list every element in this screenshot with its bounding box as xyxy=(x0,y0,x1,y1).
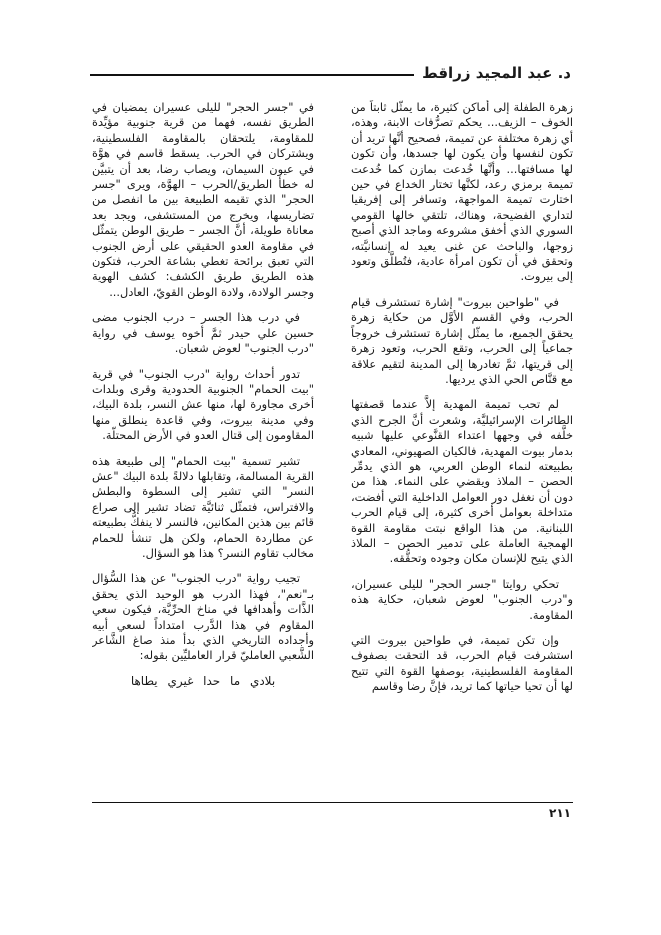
author-name: د. عبد المجيد زراقط xyxy=(422,64,571,82)
paragraph: في "طواحين بيروت" إشارة تستشرف قيام الحرب، وفي القسم الأوَّل من حكاية زهرة يحقق الجميع، ما يمثّل إشارة تستشرف خروجاً جماعياً إلى الحرب، وتقع الحرب، وتعود زهرة إلى قريتها، ثمَّ تغادرها إلى المدينة لتقيم علاقة مع قنَّاص الحي الذي يرديها. xyxy=(351,294,573,386)
header-rule xyxy=(90,74,414,76)
paragraph: في درب هذا الجسر – درب الجنوب مضى حسين علي حيدر ثمَّ أخوه يوسف في رواية "درب الجنوب" لعوض شعبان. xyxy=(92,310,314,356)
right-column xyxy=(351,100,573,790)
paragraph: وإن تكن تميمة، في طواحين بيروت التي استشرفت قيام الحرب، قد التحقت بصفوف المقاومة الفلسطينية، بوصفها القوة التي تتيح لها أن تحيا حياتها كما تريد، فإنَّ رضا وقاسم xyxy=(351,633,573,694)
paragraph: لم تحب تميمة المهدية إلاَّ عندما قصفتها الطائرات الإسرائيليَّة، وشعرت أنَّ الجرح الذي خلَّفه في وجهها اعتداء القنَّوعي عليها شبيه بدمار بيوت المهدية، فالكيان الصهيوني، المعادي بطبيعته لنماء الوطن العربي، هو الذي يدمِّر الحصن – الملاذ ويقضي على النماء. هذا من دون أن نغفل دور العوامل الداخلية التي أفضت، متداخلة بعوامل أخرى كثيرة، إلى قيام الحرب اللبنانية. من هذا الواقع نبتت مقاومة القوة الهمجية العاملة على تدمير الحصن – الملاذ الذي يتيح للإنسان مكان وجوده وتحقُّقه. xyxy=(351,397,573,566)
running-header xyxy=(90,58,571,88)
paragraph: تدور أحداث رواية "درب الجنوب" في قرية "بيت الحمام" الجنوبية الحدودية وقرى وبلدات أخرى مجاورة لها، منها عش النسر، بلدة البيك، وفي مدينة بيروت، وفي قاعدة ينطلق منها المقاومون إلى قتال العدو في الأرض المحتلّة. xyxy=(92,366,314,443)
paragraph: زهرة الطفلة إلى أماكن كثيرة، ما يمثّل ثابتاً من الخوف – الزيف... يحكم تصرُّفات الابنة، وهذه، أي زهرة مختلفة عن تميمة، فصحيح أنَّها تريد أن تكون لنفسها وأن يكون لها جسدها، وأن تكون لها مسافتها... وأنَّها خُدعت بمازن كما خُدعت تميمة برمزي رعد، لكنَّها تختار الخداع في حين اختارت تميمة المواجهة، وتسافر إلى إفريقيا لتداري الفضيحة، وهناك، تلتقي خالها القومي السوري الذي أخفق مشروعه وماجد الذي أصبح زوجها، والباحث عن غنى يعيد له إنسانيَّته، وتحقق في أن تكون امرأة عادية، فتُطلَّق وتعود إلى بيروت. xyxy=(351,100,573,284)
page-number: ٢١١ xyxy=(549,806,571,820)
paragraph: تجيب رواية "درب الجنوب" عن هذا السُّؤال بـ"نعم"، فهذا الدرب هو الوحيد الذي يحقق الذَّات وأهدافها في مناخ الحرِّيَّة، فيكون سعي المقاوم في هذا الدَّرب امتداداً لسعي أبيه وأجداده التاريخي الذي بدأ منذ صاغ الشَّاعر الشَّعبي العامليّ قرار العامليِّين بقوله: xyxy=(92,571,314,663)
poetry-verse: بلادي ما حدا غيري يطاها xyxy=(130,673,276,688)
text-columns xyxy=(92,100,573,790)
left-column xyxy=(92,100,314,790)
footer-rule xyxy=(92,802,573,803)
paragraph: تشير تسمية "بيت الحمام" إلى طبيعة هذه القرية المسالمة، وتقابلها دلالةً بلدة البيك "عش النسر" التي تشير إلى السطوة والبطش والافتراس، فتمثّل ثنائيَّة تضاد تشير إلى صراع قائم بين هذين المكانين، فالنسر لا ينفكُّ بطبيعته عن مطاردة الحمام، ولكن هل تنشأ للحمام مخالب تقاوم النسر؟ هذا هو السؤال. xyxy=(92,453,314,560)
paragraph: تحكي روايتا "جسر الحجر" لليلى عسيران، و"درب الجنوب" لعوض شعبان، حكاية هذه المقاومة. xyxy=(351,576,573,622)
paragraph: في "جسر الحجر" لليلى عسيران يمضيان في الطريق نفسه، فهما من قرية جنوبية مؤيِّدة للمقاومة، يلتحقان بالمقاومة الفلسطينية، ويشتركان في الحرب. يسقط قاسم في هوَّة في عيون السيمان، ويصاب رضا، بعد أن يتبيَّن له خطأ الطريق/الحرب – الهوَّة، ويرى "جسر الحجر" الذي تقيمه الطبيعة بين ما انفصل من تضاريسها، ويخرج من المستشفى، ويجد بعد معاناة طويلة، أنَّ الجسر – طريق الوطن يتمثّل في مقاومة العدو الحقيقي على أرض الجنوب التي تعبق برائحة تغطي بشاعة الحرب، فتكون هذه الطريق طريق الكشف: كشف الهوية وجسر الولادة، ولادة الوطن القويّ، العادل... xyxy=(92,100,314,299)
